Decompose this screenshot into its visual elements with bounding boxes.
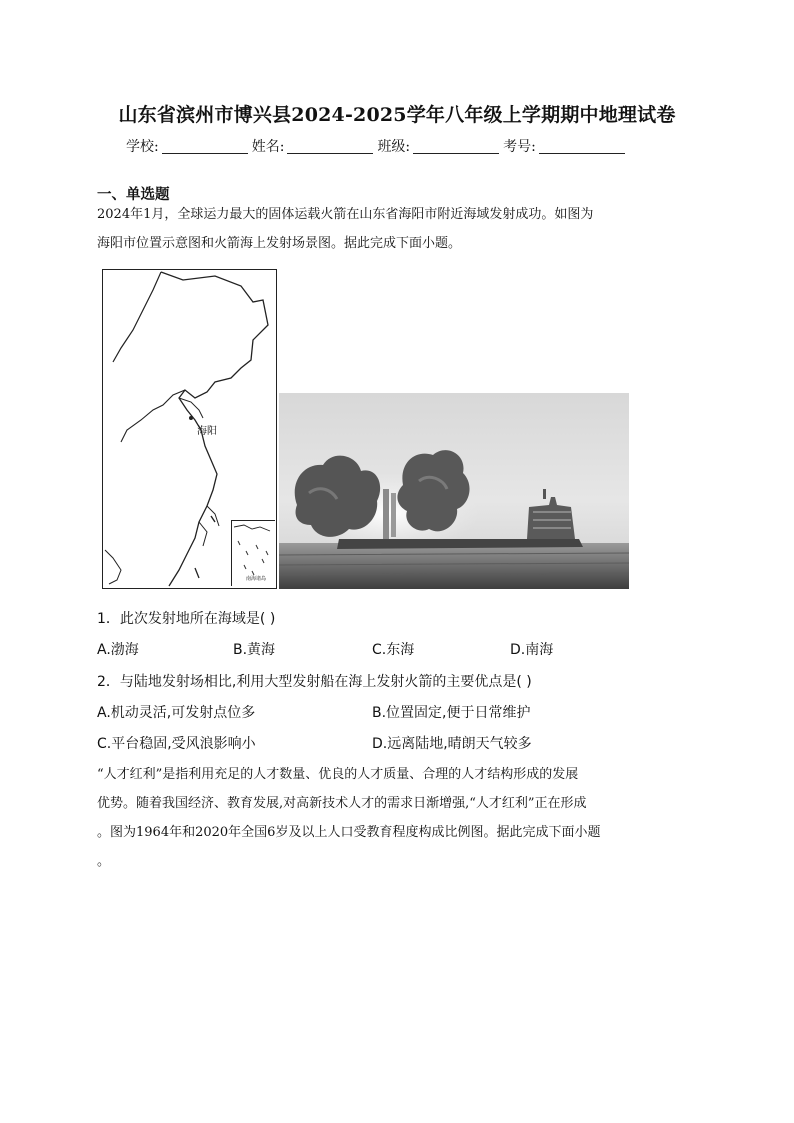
q2-option-b: B.位置固定,便于日常维护 [372,705,531,721]
q2-option-d: D.远离陆地,晴朗天气较多 [372,736,532,752]
intro-paragraph [97,200,707,258]
student-info-row [126,136,629,156]
q1-option-d: D.南海 [510,642,554,658]
location-map [102,269,277,589]
passage-line: “人才红利”是指利用充足的人才数量、优良的人才质量、合理的人才结构形成的发展 [97,767,579,782]
school-label: 学校: [126,139,159,155]
exam-number-blank [539,139,625,154]
q1-option-b: B.黄海 [233,642,276,658]
passage-line: 优势。随着我国经济、教育发展,对高新技术人才的需求日渐增强,“人才红利”正在形成 [97,796,587,811]
section-heading: 一、单选题 [97,186,170,203]
question-1-stem: 1．此次发射地所在海域是( ) [97,611,276,627]
inset-label: 南海诸岛 [246,576,267,582]
rocket-launch-photo [279,393,629,589]
passage-2 [97,760,707,876]
passage-line: 。图为1964年和2020年全国6岁及以上人口受教育程度构成比例图。据此完成下面小题 [97,825,601,840]
haiyang-label: 海阳 [197,426,217,437]
exam-number-label: 考号: [503,139,536,155]
q2-option-a: A.机动灵活,可发射点位多 [97,705,256,721]
question-2-stem: 2．与陆地发射场相比,利用大型发射船在海上发射火箭的主要优点是( ) [97,674,532,690]
launch-scene-graphic [279,393,629,589]
name-label: 姓名: [251,139,285,155]
class-blank [413,139,499,154]
q1-option-c: C.东海 [372,642,415,658]
passage-line: 。 [97,854,111,869]
intro-line: 海阳市位置示意图和火箭海上发射场景图。据此完成下面小题。 [97,236,462,251]
intro-line: 2024年1月，全球运力最大的固体运载火箭在山东省海阳市附近海域发射成功。如图为 [97,207,594,222]
q1-option-a: A.渤海 [97,642,139,658]
page-title: 山东省滨州市博兴县2024-2025学年八年级上学期期中地理试卷 [118,104,676,126]
school-blank [162,139,248,154]
name-blank [287,139,373,154]
q2-option-c: C.平台稳固,受风浪影响小 [97,736,256,752]
class-label: 班级: [377,139,411,155]
south-china-sea-inset [231,520,275,586]
